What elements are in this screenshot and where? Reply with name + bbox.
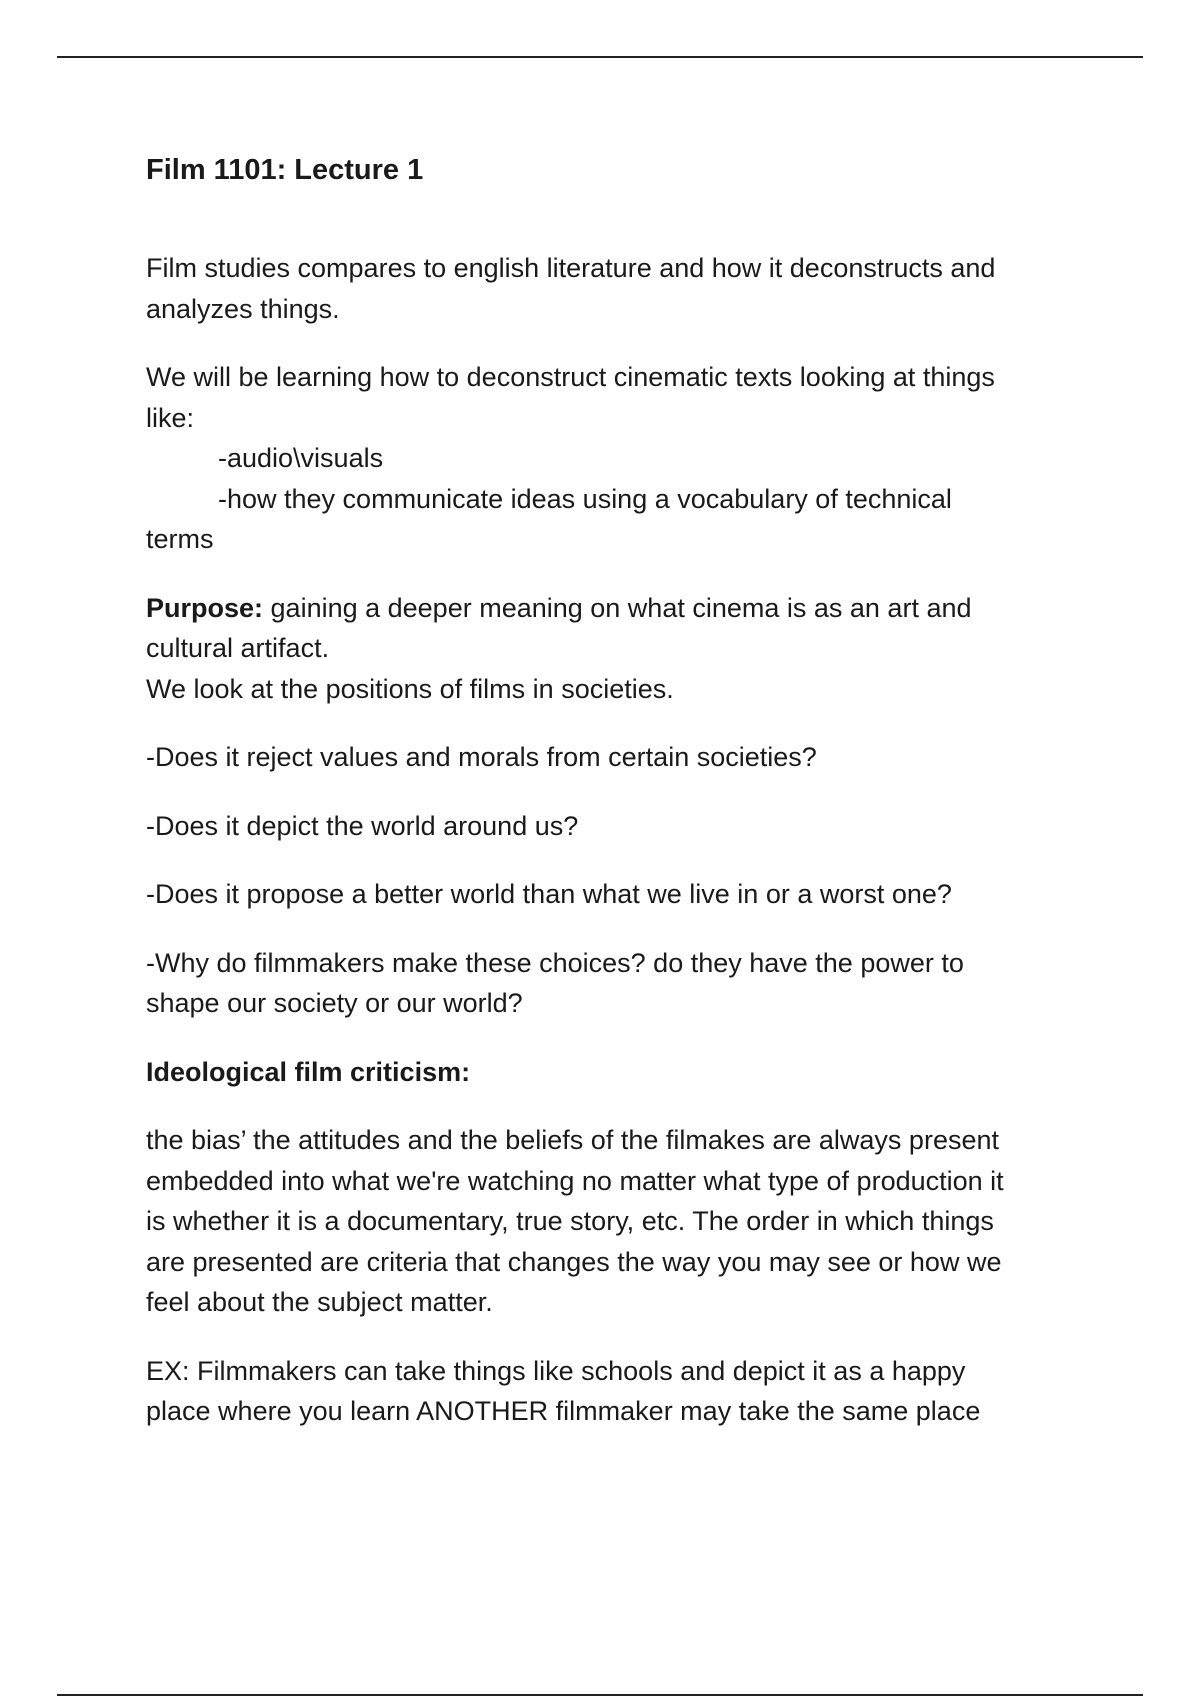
document-body [146, 150, 1086, 1460]
criticism-line: feel about the subject matter. [146, 1287, 493, 1317]
question-paragraph [146, 806, 1086, 847]
learning-paragraph [146, 357, 1086, 560]
criticism-line: the bias’ the attitudes and the beliefs of the filmakes are always present [146, 1125, 999, 1155]
learning-item: -audio\visuals [218, 443, 384, 473]
page-title: Film 1101: Lecture 1 [146, 154, 424, 186]
purpose-line: cultural artifact. [146, 633, 330, 663]
purpose-line [146, 588, 1086, 629]
intro-line: analyzes things. [146, 293, 340, 324]
question-line: -Why do filmmakers make these choices? do they have the power to [146, 947, 964, 978]
top-rule [57, 56, 1143, 58]
criticism-paragraph [146, 1120, 1086, 1323]
question-line: -Does it depict the world around us? [146, 810, 579, 841]
learning-line: like: [146, 402, 195, 433]
learning-line: We will be learning how to deconstruct cinematic texts looking at things [146, 362, 995, 392]
question-paragraph [146, 737, 1086, 778]
example-line: place where you learn ANOTHER filmmaker may take the same place [146, 1396, 981, 1426]
example-paragraph [146, 1351, 1086, 1432]
intro-line: Film studies compares to english literature and how it deconstructs and [146, 253, 996, 283]
question-line: -Does it reject values and morals from certain societies? [146, 742, 817, 772]
criticism-line: embedded into what we're watching no matter what type of production it [146, 1165, 1004, 1196]
learning-item-continuation: terms [146, 524, 214, 554]
purpose-line: We look at the positions of films in societies. [146, 673, 674, 704]
purpose-paragraph [146, 588, 1086, 710]
purpose-text: gaining a deeper meaning on what cinema is as an art and [263, 592, 972, 623]
criticism-heading: Ideological film criticism: [146, 1056, 471, 1087]
question-paragraph [146, 874, 1086, 915]
example-line: EX: Filmmakers can take things like schools and depict it as a happy [146, 1355, 966, 1386]
question-line: -Does it propose a better world than what we live in or a worst one? [146, 879, 952, 909]
criticism-line: are presented are criteria that changes the way you may see or how we [146, 1246, 1002, 1277]
bottom-rule [57, 1694, 1143, 1696]
learning-item: -how they communicate ideas using a vocabulary of technical [218, 483, 952, 514]
question-paragraph [146, 943, 1086, 1024]
criticism-line: is whether it is a documentary, true story, etc. The order in which things [146, 1206, 994, 1236]
purpose-label: Purpose: [146, 592, 264, 623]
question-line: shape our society or our world? [146, 988, 523, 1018]
intro-paragraph [146, 248, 1086, 329]
